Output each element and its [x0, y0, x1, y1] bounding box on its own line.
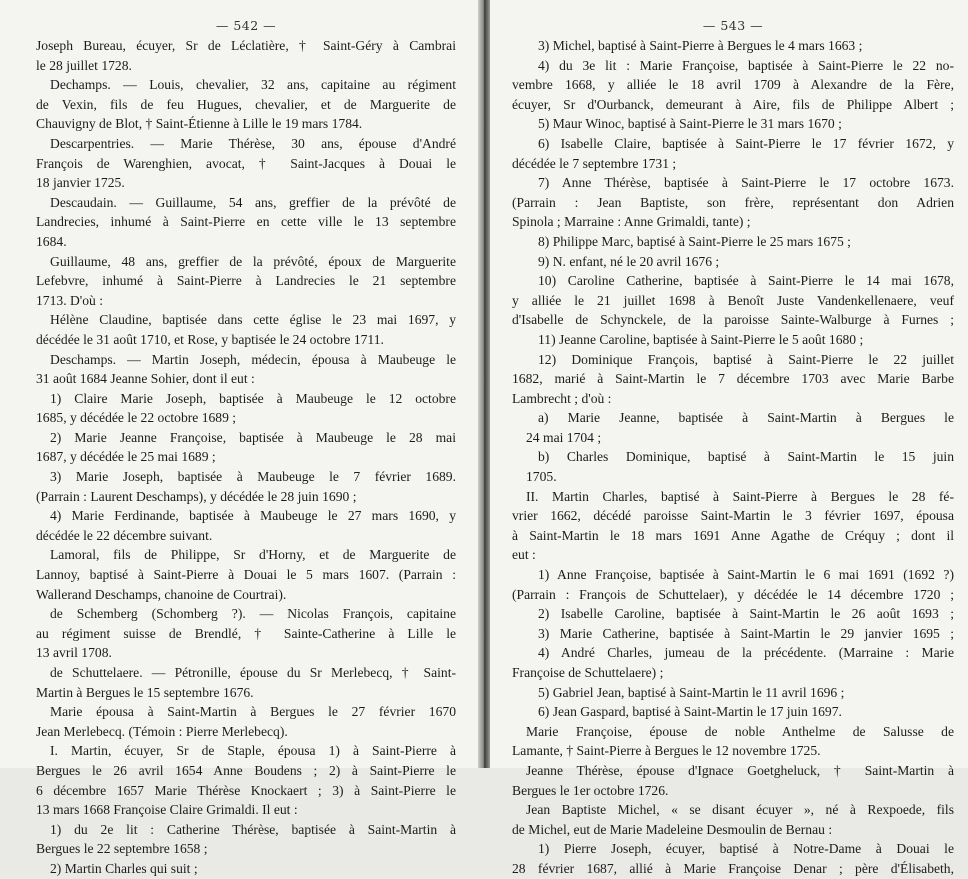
text-line: 7) Anne Thérèse, baptisée à Saint-Pierre le 17 octobre 1673.: [538, 175, 954, 191]
left-page: [0, 0, 478, 876]
text-line: 31 août 1684 Jeanne Sohier, dont il eut :: [36, 371, 255, 387]
text-line: Deschamps. — Martin Joseph, médecin, épousa à Maubeuge le: [50, 351, 456, 367]
text-line: Descaudain. — Guillaume, 54 ans, greffier de la prévôté de: [50, 194, 456, 210]
text-line: Jean Baptiste Michel, « se disant écuyer », né à Rexpoede, fils: [526, 802, 954, 818]
text-line: 3) Marie Joseph, baptisée à Maubeuge le 7 février 1689.: [50, 469, 456, 485]
right-page: [490, 0, 968, 876]
text-line: 6) Isabelle Claire, baptisée à Saint-Pierre le 17 février 1672, y: [538, 135, 954, 151]
text-line: II. Martin Charles, baptisé à Saint-Pierre à Bergues le 28 fé-: [526, 488, 954, 504]
text-line: 13 avril 1708.: [36, 645, 112, 661]
text-line: 6 décembre 1657 Marie Thérèse Knockaert ; 3) à Saint-Pierre le: [36, 782, 456, 798]
text-line: 1687, y décédée le 25 mai 1689 ;: [36, 449, 216, 465]
text-line: Jeanne Thérèse, épouse d'Ignace Goetgheluck, † Saint-Martin à: [526, 762, 954, 778]
text-line: décédée le 22 décembre suivant.: [36, 527, 213, 543]
page-text: [36, 36, 456, 879]
text-line: 8) Philippe Marc, baptisé à Saint-Pierre le 25 mars 1675 ;: [538, 233, 851, 249]
text-line: au régiment suisse de Brendlé, † Sainte-Catherine à Lille le: [36, 625, 456, 641]
text-line: d'Isabelle de Schynckele, de la paroisse Sainte-Walburge à Furnes ;: [512, 312, 954, 328]
text-line: Lamante, † Saint-Pierre à Bergues le 12 novembre 1725.: [512, 743, 821, 759]
text-line: y alliée le 21 juillet 1698 à Benoît Juste Vandenkellenaere, veuf: [512, 292, 954, 308]
text-line: François de Warenghien, avocat, † Saint-Jacques à Douai le: [36, 155, 456, 171]
text-line: à Saint-Martin le 18 mars 1691 Anne Agathe de Créquy ; dont il: [512, 527, 954, 543]
text-line: 12) Dominique François, baptisé à Saint-Pierre le 22 juillet: [538, 351, 954, 367]
text-line: Chauvigny de Blot, † Saint-Étienne à Lille le 19 mars 1784.: [36, 116, 363, 132]
page-number: — 542 —: [215, 18, 277, 33]
text-line: 1) Anne Françoise, baptisée à Saint-Martin le 6 mai 1691 (1692 ?): [538, 567, 954, 583]
text-line: eut :: [512, 547, 536, 563]
text-line: Guillaume, 48 ans, greffier de la prévôté, époux de Marguerite: [50, 253, 456, 269]
text-line: Marie Françoise, épouse de noble Anthelme de Salusse de: [526, 723, 954, 739]
text-line: écuyer, Sr d'Ourbanck, demeurant à Aire, fils de Philippe Albert ;: [512, 96, 954, 112]
text-line: 24 mai 1704 ;: [526, 429, 602, 445]
text-line: de Schuttelaere. — Pétronille, épouse du Sr Merlebecq, † Saint-: [50, 665, 456, 680]
text-line: 28 février 1687, allié à Marie Françoise Denar ; père d'Élisabeth,: [512, 860, 954, 876]
text-line: 1) Pierre Joseph, écuyer, baptisé à Notre-Dame à Douai le: [538, 841, 954, 857]
text-line: 4) du 3e lit : Marie Françoise, baptisée à Saint-Pierre le 22 no-: [538, 57, 954, 73]
text-line: a) Marie Jeanne, baptisée à Saint-Martin à Bergues le: [538, 410, 954, 426]
text-line: 13 mars 1668 Françoise Claire Grimaldi. Il eut :: [36, 802, 298, 818]
text-line: 18 janvier 1725.: [36, 175, 125, 191]
text-line: 1682, marié à Saint-Martin le 7 décembre 1703 avec Marie Barbe: [512, 371, 954, 387]
text-line: 2) Martin Charles qui suit ;: [50, 860, 198, 876]
text-line: de Schemberg (Schomberg ?). — Nicolas François, capitaine: [50, 606, 456, 622]
text-line: Martin à Bergues le 15 septembre 1676.: [36, 684, 254, 700]
text-line: Jean Merlebecq. (Témoin : Pierre Merlebecq).: [36, 723, 288, 739]
text-line: Lambrecht ; d'où :: [512, 390, 612, 406]
text-line: Joseph Bureau, écuyer, Sr de Léclatière, † Saint-Géry à Cambrai: [36, 38, 456, 53]
text-line: Lefebvre, inhumé à Saint-Pierre à Landrecies le 21 septembre: [36, 273, 456, 289]
text-line: 4) André Charles, jumeau de la précédente. (Marraine : Marie: [538, 645, 954, 661]
text-line: de Michel, eut de Marie Madeleine Desmoulin de Bernau :: [512, 821, 833, 837]
text-line: 1) du 2e lit : Catherine Thérèse, baptisée à Saint-Martin à: [50, 821, 456, 837]
text-line: le 28 juillet 1728.: [36, 57, 132, 73]
text-line: I. Martin, écuyer, Sr de Staple, épousa 1) à Saint-Pierre à: [50, 743, 456, 759]
page-number: — 543 —: [702, 18, 764, 33]
text-line: Bergues le 1er octobre 1726.: [512, 782, 669, 798]
text-line: décédée le 7 septembre 1731 ;: [512, 155, 677, 171]
text-line: 2) Marie Jeanne Françoise, baptisée à Maubeuge le 28 mai: [50, 429, 456, 445]
text-line: vembre 1668, y alliée le 18 avril 1709 à Alexandre de la Fère,: [512, 77, 954, 93]
text-line: Dechamps. — Louis, chevalier, 32 ans, capitaine au régiment: [50, 77, 456, 93]
text-line: (Parrain : François de Schuttelaer), y décédée le 14 décembre 1720 ;: [512, 586, 954, 602]
text-line: Wallerand Deschamps, chanoine de Courtrai).: [36, 586, 287, 602]
text-line: 10) Caroline Catherine, baptisée à Saint-Pierre le 14 mai 1678,: [538, 273, 954, 289]
text-line: 1685, y décédée le 22 octobre 1689 ;: [36, 410, 237, 426]
text-line: 1705.: [526, 469, 557, 485]
text-line: Descarpentries. — Marie Thérèse, 30 ans, épouse d'André: [50, 135, 456, 151]
text-line: Lannoy, baptisé à Saint-Pierre à Douai le 5 mars 1607. (Parrain :: [36, 567, 456, 583]
text-line: Marie épousa à Saint-Martin à Bergues le 27 février 1670: [50, 704, 456, 720]
text-line: vrier 1662, décédé paroisse Saint-Martin le 3 février 1697, épousa: [512, 508, 954, 524]
text-line: décédée le 31 août 1710, et Rose, y baptisée le 24 octobre 1711.: [36, 331, 384, 347]
text-line: 1) Claire Marie Joseph, baptisée à Maubeuge le 12 octobre: [50, 390, 456, 406]
text-line: 5) Gabriel Jean, baptisé à Saint-Martin le 11 avril 1696 ;: [538, 684, 845, 700]
text-line: 9) N. enfant, né le 20 avril 1676 ;: [538, 253, 720, 269]
text-line: 1713. D'où :: [36, 292, 104, 308]
text-line: 1684.: [36, 233, 67, 249]
text-line: 6) Jean Gaspard, baptisé à Saint-Martin le 17 juin 1697.: [538, 704, 842, 720]
book-gutter: [478, 0, 490, 768]
text-line: 4) Marie Ferdinande, baptisée à Maubeuge le 27 mars 1690, y: [50, 508, 456, 524]
page-text: [512, 36, 954, 879]
text-line: 3) Michel, baptisé à Saint-Pierre à Bergues le 4 mars 1663 ;: [538, 38, 863, 53]
text-line: Spinola ; Marraine : Anne Grimaldi, tante) ;: [512, 214, 751, 230]
text-line: 11) Jeanne Caroline, baptisée à Saint-Pierre le 5 août 1680 ;: [538, 331, 864, 347]
text-line: Bergues le 22 septembre 1658 ;: [36, 841, 208, 857]
text-line: 3) Marie Catherine, baptisée à Saint-Martin le 29 janvier 1695 ;: [538, 625, 954, 641]
text-line: b) Charles Dominique, baptisé à Saint-Martin le 15 juin: [538, 449, 954, 465]
text-line: Bergues le 26 avril 1654 Anne Boudens ; 2) à Saint-Pierre le: [36, 762, 456, 778]
text-line: Hélène Claudine, baptisée dans cette église le 23 mai 1697, y: [50, 312, 456, 328]
text-line: Françoise de Schuttelaere) ;: [512, 665, 664, 680]
text-line: 5) Maur Winoc, baptisé à Saint-Pierre le 31 mars 1670 ;: [538, 116, 842, 132]
text-line: 2) Isabelle Caroline, baptisée à Saint-Martin le 26 août 1693 ;: [538, 606, 954, 622]
text-line: (Parrain : Jean Baptiste, son frère, représentant don Adrien: [512, 194, 954, 210]
text-line: Landrecies, inhumé à Saint-Pierre en cette ville le 13 septembre: [36, 214, 456, 230]
text-line: Lamoral, fils de Philippe, Sr d'Horny, et de Marguerite de: [50, 547, 456, 563]
text-line: (Parrain : Laurent Deschamps), y décédée le 28 juin 1690 ;: [36, 488, 357, 504]
text-line: de Vexin, fils de feu Hugues, chevalier, et de Marguerite de: [36, 96, 456, 112]
